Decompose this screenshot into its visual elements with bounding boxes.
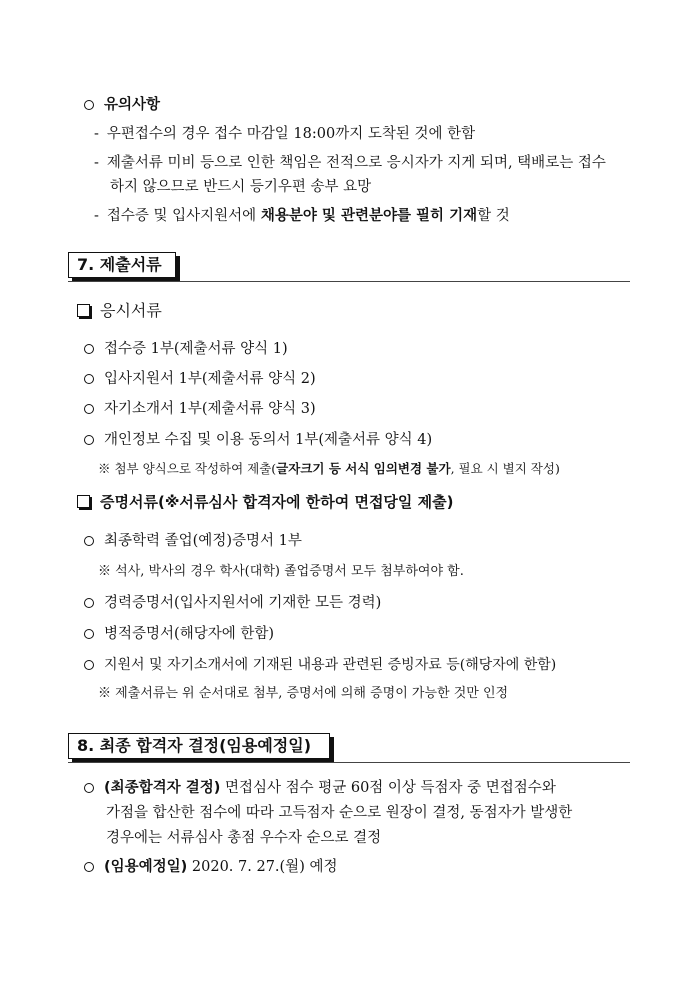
notice-item-1: - 우편접수의 경우 접수 마감일 18:00까지 도착된 것에 한함 [94, 126, 476, 142]
square-bullet-icon [77, 304, 90, 317]
dash-bullet: - [94, 208, 99, 224]
appointment-date-item: (임용예정일) 2020. 7. 27.(월) 예정 [84, 858, 337, 876]
notice-item-3: - 접수증 및 입사지원서에 채용분야 및 관련분야를 필히 기재할 것 [94, 208, 510, 224]
notice-item-2-cont: 하지 않으므로 반드시 등기우편 송부 요망 [110, 179, 372, 195]
application-docs-heading: 응시서류 [77, 301, 162, 321]
application-doc-item-4: 개인정보 수집 및 이용 동의서 1부(제출서류 양식 4) [84, 431, 432, 449]
circle-bullet-icon [84, 435, 94, 445]
section-8-rule [68, 762, 630, 763]
circle-bullet-icon [84, 374, 94, 384]
section-8-title: 8. 최종 합격자 결정(임용예정일) [68, 733, 330, 759]
application-docs-note: ※ 첨부 양식으로 작성하여 제출(글자크기 등 서식 임의변경 불가, 필요 시 별지 작성) [98, 461, 560, 476]
circle-bullet-icon [84, 783, 94, 793]
circle-bullet-icon [84, 100, 94, 110]
section-7-title: 7. 제출서류 [68, 252, 176, 278]
proof-doc-item-3: 병적증명서(해당자에 한함) [84, 625, 274, 643]
circle-bullet-icon [84, 629, 94, 639]
notice-item-2: - 제출서류 미비 등으로 인한 책임은 전적으로 응시자가 지게 되며, 택배로는 접수 [94, 155, 606, 171]
proof-docs-heading: 증명서류(※서류심사 합격자에 한하여 면접당일 제출) [77, 492, 453, 512]
dash-bullet: - [94, 155, 99, 171]
proof-docs-note-2: ※ 제출서류는 위 순서대로 첨부, 증명서에 의해 증명이 가능한 것만 인정 [98, 686, 509, 701]
final-decision-item-cont-2: 경우에는 서류심사 총점 우수자 순으로 결정 [106, 830, 382, 846]
proof-doc-item-4: 지원서 및 자기소개서에 기재된 내용과 관련된 증빙자료 등(해당자에 한함) [84, 656, 556, 674]
application-doc-item-1: 접수증 1부(제출서류 양식 1) [84, 340, 288, 358]
circle-bullet-icon [84, 404, 94, 414]
dash-bullet: - [94, 126, 99, 142]
circle-bullet-icon [84, 344, 94, 354]
circle-bullet-icon [84, 598, 94, 608]
proof-docs-note-1: ※ 석사, 박사의 경우 학사(대학) 졸업증명서 모두 첨부하여야 함. [98, 564, 464, 579]
notice-heading: 유의사항 [84, 96, 160, 114]
final-decision-item: (최종합격자 결정) 면접심사 점수 평균 60점 이상 득점자 중 면접점수와 [84, 779, 556, 797]
circle-bullet-icon [84, 660, 94, 670]
proof-doc-item-1: 최종학력 졸업(예정)증명서 1부 [84, 532, 302, 550]
application-doc-item-2: 입사지원서 1부(제출서류 양식 2) [84, 370, 316, 388]
square-bullet-icon [77, 495, 90, 508]
proof-doc-item-2: 경력증명서(입사지원서에 기재한 모든 경력) [84, 594, 381, 612]
final-decision-item-cont-1: 가점을 합산한 점수에 따라 고득점자 순으로 원장이 결정, 동점자가 발생한 [106, 805, 573, 821]
circle-bullet-icon [84, 536, 94, 546]
circle-bullet-icon [84, 862, 94, 872]
section-7-rule [68, 281, 630, 282]
application-doc-item-3: 자기소개서 1부(제출서류 양식 3) [84, 400, 316, 418]
